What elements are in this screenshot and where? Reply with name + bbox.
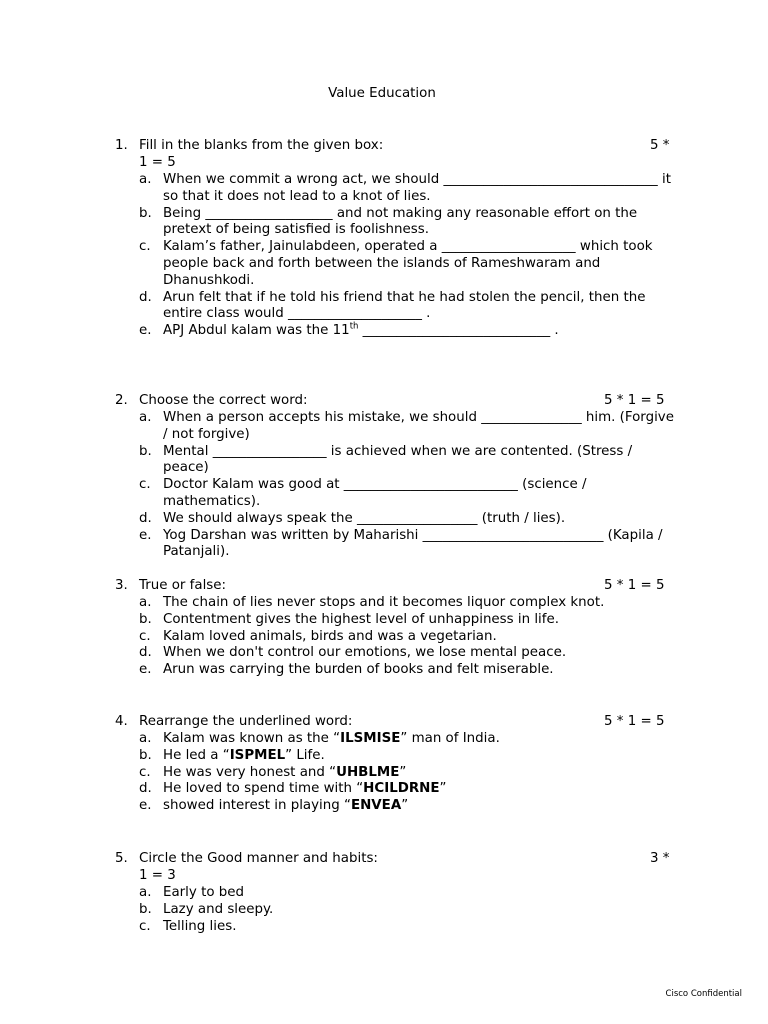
list-item: [0, 239, 675, 289]
list-item: [0, 323, 675, 340]
item-text: showed interest in playing “: [163, 798, 351, 814]
list-item: [0, 511, 675, 528]
list-item: [0, 748, 675, 765]
list-item: [0, 645, 675, 662]
item-letter: b.: [139, 901, 152, 917]
list-item: [0, 629, 675, 646]
item-letter: c.: [139, 764, 151, 780]
list-item: [0, 595, 675, 612]
item-text: ” man of India.: [400, 731, 500, 746]
question-number: 2.: [115, 393, 128, 408]
list-item: [0, 410, 675, 444]
question-2: [0, 393, 768, 561]
list-item: [0, 731, 675, 748]
item-letter: c.: [139, 918, 151, 934]
list-item: [0, 885, 675, 902]
item-letter: d.: [139, 289, 152, 305]
item-text: When we commit a wrong act, we should ________________________________ it so that it does not lead to a knot of lies.: [163, 172, 671, 204]
item-text: He loved to spend time with “: [163, 781, 364, 797]
item-letter: d.: [139, 510, 152, 526]
item-letter: b.: [139, 443, 152, 459]
item-text: Kalam’s father, Jainulabdeen, operated a ____________________ which took people back and forth between the islands of Rameshwaram and Dhanushkodi.: [163, 239, 653, 288]
item-text: Telling lies.: [163, 918, 237, 934]
item-text: He led a “: [163, 747, 230, 763]
list-item: [0, 662, 675, 679]
scrambled-word: ILSMISE: [340, 731, 401, 746]
item-text: Contentment gives the highest level of unhappiness in life.: [163, 611, 559, 627]
item-letter: e.: [139, 798, 152, 814]
list-item: [0, 290, 675, 324]
item-text: Doctor Kalam was good at __________________________ (science / mathematics).: [163, 477, 587, 509]
item-letter: e.: [139, 527, 152, 543]
question-marks: 5 * 1 = 5: [604, 714, 665, 729]
item-letter: d.: [139, 781, 152, 797]
question-prompt: Rearrange the underlined word:: [139, 714, 353, 729]
item-text: When we don't control our emotions, we lose mental peace.: [163, 645, 567, 661]
list-item: [0, 206, 675, 240]
question-number: 1.: [115, 138, 128, 153]
question-1: [0, 138, 768, 340]
scrambled-word: ISPMEL: [229, 747, 286, 763]
superscript: th: [349, 321, 359, 332]
question-4: [0, 714, 768, 815]
scrambled-word: HCILDRNE: [363, 781, 440, 797]
item-letter: d.: [139, 645, 152, 661]
question-prompt: Fill in the blanks from the given box:: [139, 138, 384, 153]
list-item: [0, 919, 675, 936]
item-letter: a.: [139, 885, 152, 900]
item-letter: b.: [139, 205, 152, 221]
question-number: 5.: [115, 851, 128, 866]
item-text: ”: [439, 781, 447, 797]
list-item: [0, 444, 675, 478]
scrambled-word: ENVEA: [350, 798, 402, 814]
question-marks-continued: 1 = 3: [139, 868, 176, 883]
item-letter: a.: [139, 172, 152, 187]
item-letter: a.: [139, 410, 152, 425]
question-marks: 5 *: [650, 138, 670, 153]
item-text: Kalam was known as the “: [163, 731, 341, 746]
list-item: [0, 902, 675, 919]
item-letter: c.: [139, 239, 151, 255]
list-item: [0, 528, 675, 562]
item-text: Arun felt that if he told his friend that he had stolen the pencil, then the entire class would ____________________ .: [163, 289, 646, 322]
item-text: ____________________________ .: [358, 323, 559, 339]
scrambled-word: UHBLME: [336, 764, 400, 780]
question-marks: 5 * 1 = 5: [604, 578, 665, 593]
item-letter: a.: [139, 731, 152, 746]
list-item: [0, 172, 675, 206]
item-text: Being ___________________ and not making any reasonable effort on the pretext of being satisfied is foolishness.: [163, 205, 638, 238]
list-item: [0, 477, 675, 511]
question-prompt: Choose the correct word:: [139, 393, 308, 408]
question-number: 4.: [115, 714, 128, 729]
item-text: When a person accepts his mistake, we should _______________ him. (Forgive / not forgive): [163, 410, 674, 442]
item-letter: b.: [139, 611, 152, 627]
item-text: ”: [401, 798, 409, 814]
item-letter: e.: [139, 662, 152, 678]
list-item: [0, 612, 675, 629]
question-number: 3.: [115, 578, 128, 593]
item-letter: e.: [139, 323, 152, 339]
item-text: ” Life.: [285, 747, 325, 763]
item-text: Lazy and sleepy.: [163, 901, 274, 917]
item-text: APJ Abdul kalam was the 11: [163, 323, 350, 339]
item-text: Mental _________________ is achieved when we are contented. (Stress / peace): [163, 443, 633, 476]
footer-confidential: Cisco Confidential: [665, 989, 742, 999]
question-3: [0, 578, 768, 679]
item-letter: c.: [139, 628, 151, 644]
item-text: Yog Darshan was written by Maharishi ___________________________ (Kapila / Patanjali).: [163, 527, 663, 560]
question-5: [0, 851, 768, 935]
item-text: We should always speak the __________________ (truth / lies).: [163, 510, 566, 526]
item-letter: a.: [139, 595, 152, 610]
list-item: [0, 798, 675, 815]
question-prompt: Circle the Good manner and habits:: [139, 851, 378, 866]
item-text: ”: [399, 764, 407, 780]
item-letter: c.: [139, 477, 151, 493]
question-prompt: True or false:: [139, 578, 227, 593]
item-text: The chain of lies never stops and it becomes liquor complex knot.: [163, 595, 605, 610]
item-text: Kalam loved animals, birds and was a vegetarian.: [163, 628, 497, 644]
page-title: Value Education: [328, 86, 436, 101]
item-letter: b.: [139, 747, 152, 763]
question-marks-continued: 1 = 5: [139, 155, 176, 170]
item-text: Arun was carrying the burden of books and felt miserable.: [163, 662, 554, 678]
item-text: Early to bed: [163, 885, 245, 900]
question-marks: 3 *: [650, 851, 670, 866]
question-marks: 5 * 1 = 5: [604, 393, 665, 408]
item-text: He was very honest and “: [163, 764, 337, 780]
list-item: [0, 781, 675, 798]
list-item: [0, 765, 675, 782]
